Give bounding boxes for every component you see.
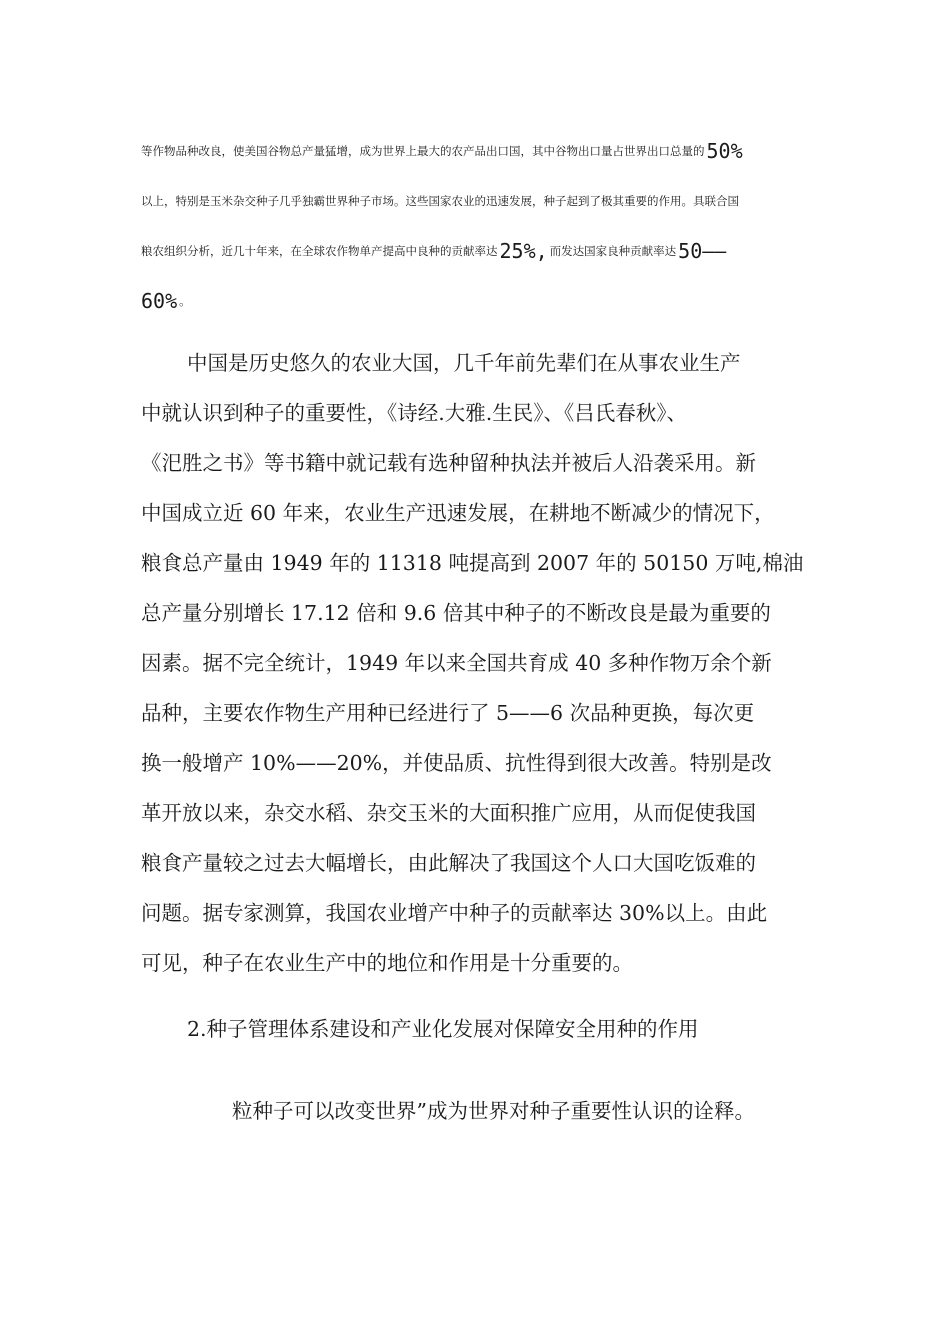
small-line-1 [141,126,831,176]
body-line: 《汜胜之书》等书籍中就记载有选种留种执法并被后人沿袭采用。新 [141,451,756,475]
small-line-3 [141,226,831,276]
large-percent-25: 25%, [499,239,548,263]
body-line: 问题。据专家测算，我国农业增产中种子的贡献率达 30%以上。由此 [141,901,768,925]
small-line-2 [141,176,831,226]
body-line: 中国是历史悠久的农业大国，几千年前先辈们在从事农业生产 [187,351,741,375]
body-line: 总产量分别增长 17.12 倍和 9.6 倍其中种子的不断改良是最为重要的 [141,601,771,625]
body-line: 中国成立近 60 年来，农业生产迅速发展，在耕地不断减少的情况下， [141,501,775,525]
body-line: 可见，种子在农业生产中的地位和作用是十分重要的。 [141,951,633,975]
small-line-4-text: 。 [179,294,191,308]
small-line-3-text-a: 粮农组织分析，近几十年来，在全球农作物单产提高中良种的贡献率达 [141,244,498,258]
section-heading: 2.种子管理体系建设和产业化发展对保障安全用种的作用 [187,1017,699,1041]
small-line-2-text: 以上，特别是玉米杂交种子几乎独霸世界种子市场。这些国家农业的迅速发展，种子起到了极其重要的作用。具联合国 [141,194,739,208]
body-line: 中就认识到种子的重要性，《诗经.大雅.生民》、《吕氏春秋》、 [141,401,688,425]
body-line: 粮食产量较之过去大幅增长，由此解决了我国这个人口大国吃饭难的 [141,851,756,875]
quote-line: 粒种子可以改变世界”成为世界对种子重要性认识的诠释。 [232,1099,755,1123]
small-print-paragraph [141,126,831,326]
body-line: 粮食总产量由 1949 年的 11318 吨提高到 2007 年的 50150 万吨,棉油 [141,551,804,575]
body-line: 品种，主要农作物生产用种已经进行了 5——6 次品种更换，每次更 [141,701,755,725]
body-line: 因素。据不完全统计，1949 年以来全国共育成 40 多种作物万余个新 [141,651,772,675]
body-line: 革开放以来，杂交水稻、杂交玉米的大面积推广应用，从而促使我国 [141,801,756,825]
body-paragraph [141,338,813,988]
small-line-3-text-b: 而发达国家良种贡献率达 [549,244,677,258]
body-line: 换一般增产 10%——20%，并使品质、抗性得到很大改善。特别是改 [141,751,772,775]
small-line-1-text: 等作物品种改良，使美国谷物总产量猛增，成为世界上最大的农产品出口国，其中谷物出口量占世界出口总量的 [141,144,705,158]
small-line-4 [141,276,831,326]
large-range-50: 50—— [678,239,727,263]
large-percent-60: 60% [141,289,178,313]
large-percent-50: 50% [706,139,743,163]
